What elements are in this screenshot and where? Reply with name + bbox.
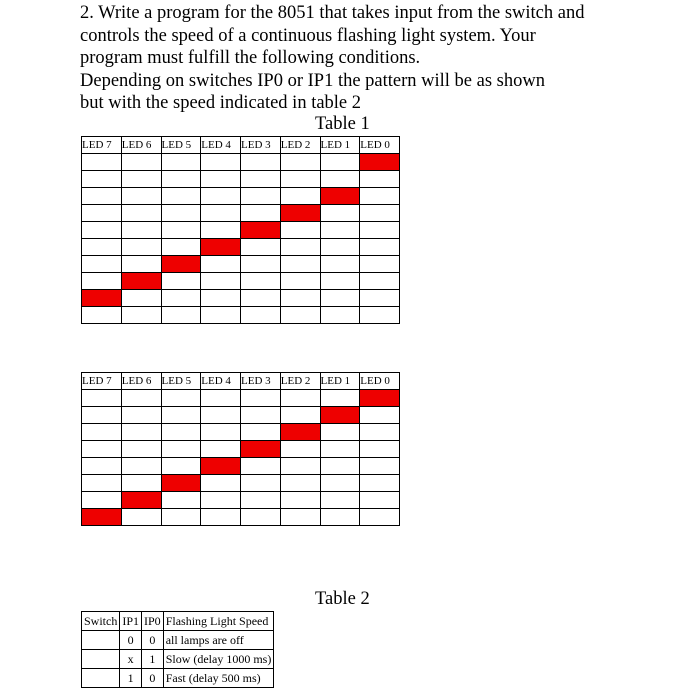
- led-cell: [161, 441, 201, 458]
- table-row: [82, 188, 400, 205]
- led-cell: [241, 475, 281, 492]
- led-cell-lit: [280, 424, 320, 441]
- table-row: [82, 509, 400, 526]
- led-header: LED 5: [161, 137, 201, 154]
- led-cell: [201, 407, 241, 424]
- led-cell: [201, 290, 241, 307]
- led-cell-lit: [360, 154, 400, 171]
- led-cell-lit: [82, 509, 122, 526]
- led-cell: [121, 290, 161, 307]
- led-cell: [280, 509, 320, 526]
- led-cell: [161, 188, 201, 205]
- led-cell: [82, 188, 122, 205]
- led-cell: [121, 307, 161, 324]
- led-cell: [360, 188, 400, 205]
- led-header: LED 3: [241, 137, 281, 154]
- led-cell-lit: [161, 475, 201, 492]
- led-cell: [82, 239, 122, 256]
- led-cell: [241, 273, 281, 290]
- led-cell: [320, 307, 360, 324]
- led-cell: [82, 273, 122, 290]
- led-pattern-table-1: [81, 136, 400, 324]
- led-cell: [121, 222, 161, 239]
- led-cell: [161, 307, 201, 324]
- led-header: LED 2: [280, 373, 320, 390]
- led-cell: [82, 154, 122, 171]
- led-cell: [82, 492, 122, 509]
- led-cell: [82, 222, 122, 239]
- led-cell-lit: [280, 205, 320, 222]
- led-cell: [241, 154, 281, 171]
- led-cell: [82, 307, 122, 324]
- led-cell: [320, 256, 360, 273]
- led-cell: [201, 154, 241, 171]
- led-cell-lit: [82, 290, 122, 307]
- led-header: LED 6: [121, 137, 161, 154]
- led-cell: [161, 239, 201, 256]
- led-cell: [121, 188, 161, 205]
- switch-cell: [82, 669, 120, 688]
- led-cell: [360, 407, 400, 424]
- table-row: [82, 475, 400, 492]
- led-cell: [320, 458, 360, 475]
- led-cell: [161, 407, 201, 424]
- header-ip1: IP1: [120, 612, 142, 631]
- led-header: LED 3: [241, 373, 281, 390]
- led-cell: [161, 492, 201, 509]
- led-header: LED 4: [201, 137, 241, 154]
- table-row: [82, 492, 400, 509]
- led-header: LED 4: [201, 373, 241, 390]
- led-pattern-table-2: [81, 372, 400, 526]
- speed-cell: Fast (delay 500 ms): [163, 669, 274, 688]
- led-cell: [280, 154, 320, 171]
- header-ip0: IP0: [142, 612, 164, 631]
- led-header: LED 0: [360, 373, 400, 390]
- led-cell: [121, 256, 161, 273]
- led-cell: [121, 407, 161, 424]
- led-cell: [320, 492, 360, 509]
- led-cell-lit: [161, 256, 201, 273]
- led-header: LED 0: [360, 137, 400, 154]
- led-cell: [201, 188, 241, 205]
- led-cell: [280, 273, 320, 290]
- led-header-row: [82, 137, 400, 154]
- led-cell: [360, 475, 400, 492]
- table-row: [82, 222, 400, 239]
- led-header: LED 6: [121, 373, 161, 390]
- led-cell-lit: [241, 222, 281, 239]
- led-cell: [360, 205, 400, 222]
- table-row: [82, 458, 400, 475]
- led-cell: [121, 390, 161, 407]
- table-row: [82, 307, 400, 324]
- led-cell: [280, 171, 320, 188]
- led-cell-lit: [201, 239, 241, 256]
- table-row: [82, 171, 400, 188]
- table-row: [82, 669, 274, 688]
- led-header: LED 2: [280, 137, 320, 154]
- led-cell: [320, 441, 360, 458]
- led-cell: [280, 222, 320, 239]
- led-header-row: [82, 373, 400, 390]
- led-cell: [320, 390, 360, 407]
- led-header: LED 7: [82, 373, 122, 390]
- led-cell: [201, 273, 241, 290]
- led-cell: [82, 424, 122, 441]
- led-cell: [161, 273, 201, 290]
- table-row: [82, 441, 400, 458]
- led-cell: [320, 205, 360, 222]
- table-row: [82, 631, 274, 650]
- switch-table-header-row: [82, 612, 274, 631]
- table-row: [82, 424, 400, 441]
- led-cell: [241, 171, 281, 188]
- led-cell: [121, 424, 161, 441]
- led-cell: [121, 475, 161, 492]
- header-switch: Switch: [82, 612, 120, 631]
- led-cell: [360, 290, 400, 307]
- table-row: [82, 390, 400, 407]
- led-cell: [241, 307, 281, 324]
- led-cell-lit: [241, 441, 281, 458]
- led-cell: [280, 458, 320, 475]
- table-row: [82, 154, 400, 171]
- led-cell: [121, 441, 161, 458]
- led-cell: [280, 307, 320, 324]
- led-cell: [320, 154, 360, 171]
- led-cell: [241, 205, 281, 222]
- led-cell: [121, 171, 161, 188]
- led-cell: [320, 222, 360, 239]
- table2-title: Table 2: [315, 589, 370, 609]
- ip0-cell: 0: [142, 669, 164, 688]
- led-cell: [241, 509, 281, 526]
- table-row: [82, 290, 400, 307]
- led-cell: [161, 171, 201, 188]
- led-cell: [161, 424, 201, 441]
- led-cell-lit: [121, 273, 161, 290]
- speed-cell: all lamps are off: [163, 631, 274, 650]
- led-cell: [320, 171, 360, 188]
- led-cell: [320, 239, 360, 256]
- led-cell: [201, 205, 241, 222]
- led-header: LED 1: [320, 373, 360, 390]
- led-cell: [121, 458, 161, 475]
- led-cell: [241, 492, 281, 509]
- led-cell: [360, 239, 400, 256]
- led-cell: [161, 509, 201, 526]
- table-row: [82, 650, 274, 669]
- led-cell: [320, 290, 360, 307]
- led-cell: [121, 239, 161, 256]
- led-cell: [201, 509, 241, 526]
- led-cell: [360, 222, 400, 239]
- led-cell: [201, 390, 241, 407]
- led-cell: [360, 492, 400, 509]
- table-row: [82, 273, 400, 290]
- led-cell: [201, 424, 241, 441]
- led-header: LED 7: [82, 137, 122, 154]
- led-cell: [121, 154, 161, 171]
- led-cell: [360, 509, 400, 526]
- led-cell: [82, 171, 122, 188]
- led-cell: [280, 492, 320, 509]
- led-cell: [320, 273, 360, 290]
- ip0-cell: 1: [142, 650, 164, 669]
- led-cell: [280, 188, 320, 205]
- led-header: LED 5: [161, 373, 201, 390]
- led-cell: [161, 222, 201, 239]
- led-cell: [121, 205, 161, 222]
- led-cell: [82, 256, 122, 273]
- led-cell: [360, 307, 400, 324]
- led-cell: [201, 441, 241, 458]
- question-text: 2. Write a program for the 8051 that takes input from the switch and controls the speed of a continuous flashing light system. Your program must fulfill the following conditions. Depending on switches IP0 or IP1 the pattern will be as shown but with the speed indicated in table 2: [80, 3, 585, 113]
- led-cell: [201, 222, 241, 239]
- led-cell: [280, 290, 320, 307]
- led-cell: [161, 390, 201, 407]
- led-cell: [82, 390, 122, 407]
- led-cell: [82, 475, 122, 492]
- led-cell: [241, 239, 281, 256]
- led-cell: [161, 290, 201, 307]
- led-cell: [360, 458, 400, 475]
- led-cell: [161, 154, 201, 171]
- led-cell: [280, 256, 320, 273]
- switch-cell: [82, 650, 120, 669]
- led-cell-lit: [320, 407, 360, 424]
- led-cell: [241, 290, 281, 307]
- led-header: LED 1: [320, 137, 360, 154]
- table-row: [82, 256, 400, 273]
- led-cell: [201, 171, 241, 188]
- ip1-cell: 1: [120, 669, 142, 688]
- table1-title: Table 1: [315, 114, 370, 134]
- led-cell: [82, 441, 122, 458]
- led-cell: [241, 188, 281, 205]
- led-cell: [280, 390, 320, 407]
- led-cell: [360, 273, 400, 290]
- led-cell: [280, 441, 320, 458]
- led-cell: [280, 475, 320, 492]
- led-cell: [82, 458, 122, 475]
- table-row: [82, 239, 400, 256]
- led-cell: [280, 407, 320, 424]
- led-cell: [241, 407, 281, 424]
- table-row: [82, 205, 400, 222]
- led-cell: [320, 509, 360, 526]
- ip1-cell: 0: [120, 631, 142, 650]
- led-cell: [241, 424, 281, 441]
- speed-cell: Slow (delay 1000 ms): [163, 650, 274, 669]
- led-cell: [360, 441, 400, 458]
- led-cell: [241, 256, 281, 273]
- led-cell-lit: [121, 492, 161, 509]
- led-cell: [201, 256, 241, 273]
- led-cell: [161, 205, 201, 222]
- switch-cell: [82, 631, 120, 650]
- table-row: [82, 407, 400, 424]
- header-speed: Flashing Light Speed: [163, 612, 274, 631]
- led-cell: [280, 239, 320, 256]
- led-cell: [320, 475, 360, 492]
- led-cell: [320, 424, 360, 441]
- ip0-cell: 0: [142, 631, 164, 650]
- led-cell: [241, 458, 281, 475]
- led-cell: [241, 390, 281, 407]
- led-cell: [161, 458, 201, 475]
- led-cell: [82, 205, 122, 222]
- led-cell: [201, 475, 241, 492]
- led-cell: [121, 509, 161, 526]
- led-cell-lit: [201, 458, 241, 475]
- switch-speed-table: [81, 611, 274, 688]
- led-cell: [82, 407, 122, 424]
- ip1-cell: x: [120, 650, 142, 669]
- led-cell-lit: [320, 188, 360, 205]
- led-cell-lit: [360, 390, 400, 407]
- led-cell: [201, 307, 241, 324]
- led-cell: [360, 256, 400, 273]
- led-cell: [360, 171, 400, 188]
- led-cell: [360, 424, 400, 441]
- led-cell: [201, 492, 241, 509]
